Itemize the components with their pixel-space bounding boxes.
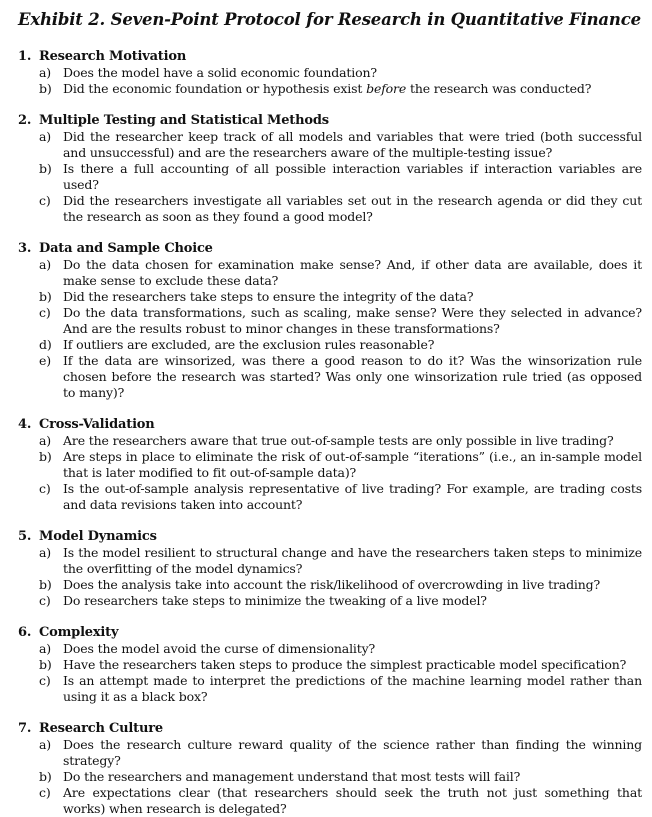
item-letter: c) <box>39 593 51 608</box>
list-item <box>39 193 642 225</box>
item-letter: b) <box>39 769 52 784</box>
list-item <box>39 81 642 97</box>
section-title: Research Culture <box>39 721 163 736</box>
section-title: Complexity <box>39 625 119 640</box>
item-letter: b) <box>39 81 52 96</box>
item-text: Did the researchers investigate all variables set out in the research agenda or did they cut the research as soon as they found a good model? <box>63 193 642 224</box>
item-text-part: Did the economic foundation or hypothesis exist <box>63 81 367 96</box>
section-title: Research Motivation <box>39 49 187 64</box>
item-text: Do the researchers and management understand that most tests will fail? <box>63 769 521 784</box>
item-letter: c) <box>39 785 51 800</box>
list-item <box>39 449 642 481</box>
item-text: Are expectations clear (that researchers should seek the truth not just something that works) when research is delegated? <box>63 785 642 816</box>
list-item <box>39 433 642 449</box>
list-item <box>39 593 642 609</box>
section-multiple-testing <box>18 113 642 225</box>
item-letter: d) <box>39 337 52 352</box>
section-number: 3. <box>18 241 32 256</box>
section-research-motivation <box>18 49 642 97</box>
section-heading <box>18 113 642 129</box>
section-heading <box>18 625 642 641</box>
item-text: If the data are winsorized, was there a good reason to do it? Was the winsorization rule chosen before the research was started? Was only one winsorization rule tried (as opposed to many)? <box>63 353 642 400</box>
item-text: Does the model have a solid economic foundation? <box>63 65 377 80</box>
list-item <box>39 481 642 513</box>
list-item <box>39 545 642 577</box>
list-item <box>39 673 642 705</box>
item-text: Did the researcher keep track of all models and variables that were tried (both successful and unsuccessful) and are the researchers aware of the multiple-testing issue? <box>63 129 642 160</box>
section-number: 6. <box>18 625 32 640</box>
item-text: Does the model avoid the curse of dimensionality? <box>63 641 376 656</box>
list-item <box>39 769 642 785</box>
item-letter: a) <box>39 257 52 272</box>
item-letter: c) <box>39 481 51 496</box>
item-text: Does the analysis take into account the risk/likelihood of overcrowding in live trading? <box>63 577 601 592</box>
list-item <box>39 305 642 337</box>
item-text: Is the out-of-sample analysis representative of live trading? For example, are trading costs and data revisions taken into account? <box>63 481 642 512</box>
list-item <box>39 65 642 81</box>
item-letter: b) <box>39 289 52 304</box>
section-heading <box>18 529 642 545</box>
section-number: 5. <box>18 529 32 544</box>
section-cross-validation <box>18 417 642 513</box>
exhibit-title: Exhibit 2. Seven-Point Protocol for Research in Quantitative Finance <box>18 10 641 29</box>
item-text: Is the model resilient to structural change and have the researchers taken steps to minimize the overfitting of the model dynamics? <box>63 545 642 576</box>
item-letter: b) <box>39 161 52 176</box>
list-item <box>39 577 642 593</box>
item-text: Does the research culture reward quality of the science rather than finding the winning strategy? <box>63 737 642 768</box>
section-research-culture <box>18 721 642 817</box>
item-text: Is there a full accounting of all possible interaction variables if interaction variables are used? <box>63 161 642 192</box>
item-letter: a) <box>39 545 52 560</box>
item-text <box>63 81 642 97</box>
item-text: Did the researchers take steps to ensure the integrity of the data? <box>63 289 474 304</box>
item-letter: e) <box>39 353 51 368</box>
item-text: Have the researchers taken steps to produce the simplest practicable model specification? <box>63 657 627 672</box>
item-letter: c) <box>39 673 51 688</box>
item-letter: a) <box>39 737 52 752</box>
section-data-sample-choice <box>18 241 642 401</box>
section-number: 7. <box>18 721 32 736</box>
item-letter: a) <box>39 65 52 80</box>
item-letter: b) <box>39 657 52 672</box>
item-letter: a) <box>39 433 52 448</box>
item-text: Is an attempt made to interpret the predictions of the machine learning model rather than using it as a black box? <box>63 673 642 704</box>
section-title: Multiple Testing and Statistical Methods <box>39 113 329 128</box>
section-title: Cross-Validation <box>39 417 155 432</box>
item-text: Do the data transformations, such as scaling, make sense? Were they selected in advance? And are the results robust to minor changes in these transformations? <box>63 305 642 336</box>
item-text-part: the research was conducted? <box>406 81 592 96</box>
item-text: Are steps in place to eliminate the risk of out-of-sample “iterations” (i.e., an in-sample model that is later modified to fit out-of-sample data)? <box>63 449 642 480</box>
item-letter: b) <box>39 449 52 464</box>
list-item <box>39 129 642 161</box>
list-item <box>39 641 642 657</box>
item-letter: a) <box>39 129 52 144</box>
section-number: 1. <box>18 49 32 64</box>
section-title: Data and Sample Choice <box>39 241 213 256</box>
item-text: Do the data chosen for examination make sense? And, if other data are available, does it make sense to exclude these data? <box>63 257 642 288</box>
list-item <box>39 289 642 305</box>
item-text-emphasis: before <box>366 81 407 96</box>
section-number: 2. <box>18 113 32 128</box>
list-item <box>39 161 642 193</box>
item-text: Are the researchers aware that true out-of-sample tests are only possible in live trading? <box>63 433 614 448</box>
section-heading <box>18 49 642 65</box>
section-heading <box>18 721 642 737</box>
item-text: Do researchers take steps to minimize the tweaking of a live model? <box>63 593 487 608</box>
section-model-dynamics <box>18 529 642 609</box>
item-text: If outliers are excluded, are the exclusion rules reasonable? <box>63 337 435 352</box>
section-heading <box>18 241 642 257</box>
list-item <box>39 785 642 817</box>
section-complexity <box>18 625 642 705</box>
section-title: Model Dynamics <box>39 529 157 544</box>
section-heading <box>18 417 642 433</box>
item-letter: b) <box>39 577 52 592</box>
list-item <box>39 337 642 353</box>
list-item <box>39 737 642 769</box>
item-letter: c) <box>39 193 51 208</box>
list-item <box>39 657 642 673</box>
item-letter: a) <box>39 641 52 656</box>
item-letter: c) <box>39 305 51 320</box>
list-item <box>39 257 642 289</box>
list-item <box>39 353 642 401</box>
section-number: 4. <box>18 417 32 432</box>
